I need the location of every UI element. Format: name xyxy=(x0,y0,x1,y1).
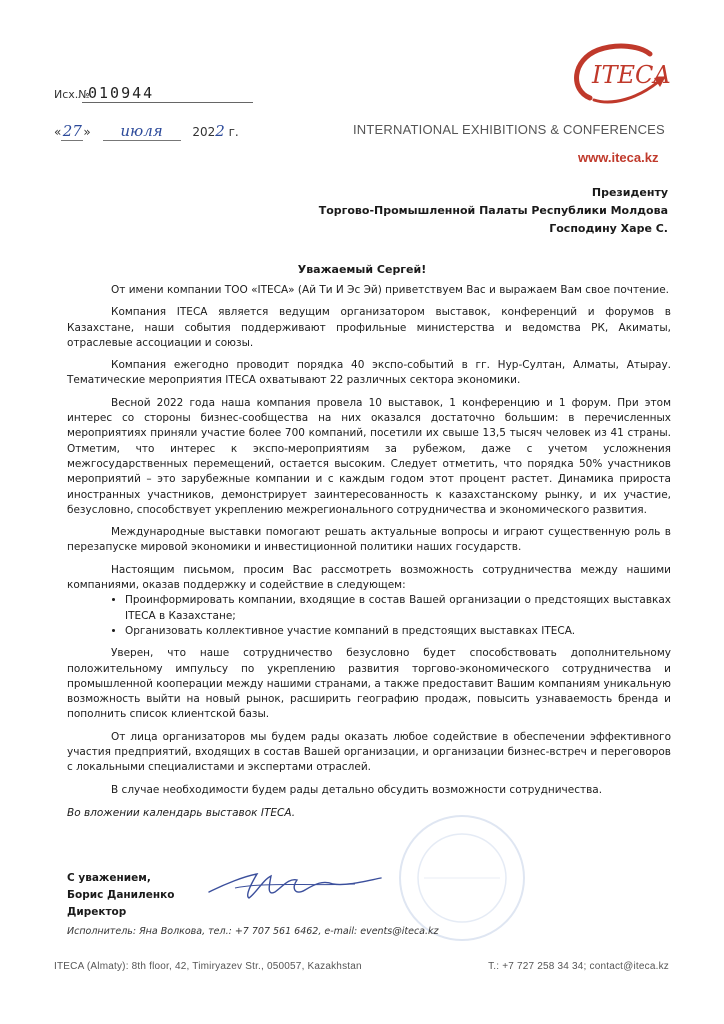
date-open-quote: « xyxy=(54,125,62,139)
logo-text: ITECA xyxy=(592,61,671,89)
reference-label: Исх.№ xyxy=(54,88,90,101)
reference-number-block xyxy=(54,84,155,102)
handwritten-signature xyxy=(205,862,385,912)
addressee-line: Господину Харе С. xyxy=(549,222,668,235)
body-paragraph: От имени компании ТОО «ITECA» (Ай Ти И Эс Эй) приветствуем Вас и выражаем Вам свое почтение. xyxy=(111,284,670,296)
letter-date xyxy=(54,122,239,141)
iteca-logo xyxy=(568,40,674,106)
footer-address: ITECA (Almaty): 8th floor, 42, Timiryazev Str., 050057, Kazakhstan xyxy=(54,961,362,972)
company-website[interactable]: www.iteca.kz xyxy=(578,150,659,165)
addressee-line: Торгово-Промышленной Палаты Республики Молдова xyxy=(318,204,668,217)
date-year-suffix: 2 xyxy=(215,122,225,140)
body-paragraph: Уверен, что наше сотрудничество безусловно будет способствовать дополнительному положительному импульсу по укреплению развития торгово-экономического сотрудничества и промышленной кооперации между нашими странами, а также предоставит Вашим компаниям уникальную возможность выйти на новый рынок, расширить географию продаж, повысить узнаваемость бренда и пополнить список клиентской базы. xyxy=(67,647,671,721)
signatory-name: Борис Даниленко xyxy=(67,889,175,901)
body-paragraph: Международные выставки помогают решать актуальные вопросы и играют существенную роль в перезапуске мировой экономики и инвестиционной политики наших государств. xyxy=(67,526,671,554)
body-paragraph: Весной 2022 года наша компания провела 10 выставок, 1 конференцию и 1 форум. При этом интерес со стороны бизнес-сообщества на них оказался достаточно большим: в перечисленных мероприятиях приняли участие более 700 компаний, посетили их свыше 13,5 тысяч человек из 41 страны. Отметим, что интерес к экспо-мероприятиям за рубежом, даже с учетом усложнения межгосударственных перемещений, остается высоким. Следует отметить, что порядка 50% участников мероприятий – это зарубежные компании и с каждым годом этот процент растет. Динамика прироста иностранных участников, демонстрирует заинтересованность к казахстанскому рынку, и их участие, безусловно, способствует укреплению межрегионального сотрудничества и экономического развития. xyxy=(67,396,671,516)
reference-number: 010944 xyxy=(82,84,253,103)
enclosure-note: Во вложении календарь выставок ITECA. xyxy=(67,806,296,819)
signatory-title: Директор xyxy=(67,906,127,918)
request-list-item: • Проинформировать компании, входящие в состав Вашей организации о предстоящих выставках ITECA в Казахстане; xyxy=(125,593,671,624)
closing-phrase: С уважением, xyxy=(67,872,151,884)
body-paragraph: В случае необходимости будем рады детально обсудить возможности сотрудничества. xyxy=(111,783,603,796)
executor-contact: Исполнитель: Яна Волкова, тел.: +7 707 561 6462, e-mail: events@iteca.kz xyxy=(67,926,439,937)
date-year-unit: г. xyxy=(228,125,239,139)
date-month: июля xyxy=(103,122,181,141)
date-day: 27 xyxy=(62,122,82,140)
body-paragraph: От лица организаторов мы будем рады оказать любое содействие в обеспечении эффективного участия предприятий, входящих в состав Вашей организации, и организации бизнес-встреч и переговоров с локальными специалистами и экспертами отраслей. xyxy=(67,730,671,774)
request-list xyxy=(67,593,671,639)
company-tagline: INTERNATIONAL EXHIBITIONS & CONFERENCES xyxy=(353,122,665,137)
footer-contacts: T.: +7 727 258 34 34; contact@iteca.kz xyxy=(488,961,669,972)
body-paragraph: Компания ITECA является ведущим организатором выставок, конференций и форумов в Казахстане, наши события поддерживают профильные министерства и ведомства РК, Акиматы, отраслевые ассоциации и союзы. xyxy=(67,306,671,349)
request-list-item: • Организовать коллективное участие компаний в предстоящих выставках ITECA. xyxy=(125,624,671,639)
addressee-block xyxy=(319,184,668,238)
salutation: Уважаемый Сергей! xyxy=(297,263,427,276)
letter-body xyxy=(67,283,671,828)
body-paragraph: Настоящим письмом, просим Вас рассмотреть возможность сотрудничества между нашими компаниями, оказав поддержку и содействие в следующем: xyxy=(67,563,671,592)
signature-block xyxy=(67,870,174,921)
addressee-line: Президенту xyxy=(591,186,668,199)
body-paragraph: Компания ежегодно проводит порядка 40 экспо-событий в гг. Нур-Султан, Алматы, Атырау. Тематические мероприятия ITECA охватывают 22 различных сектора экономики. xyxy=(67,359,671,387)
date-close-quote: » xyxy=(83,125,91,139)
date-year-prefix: 202 xyxy=(192,125,216,139)
